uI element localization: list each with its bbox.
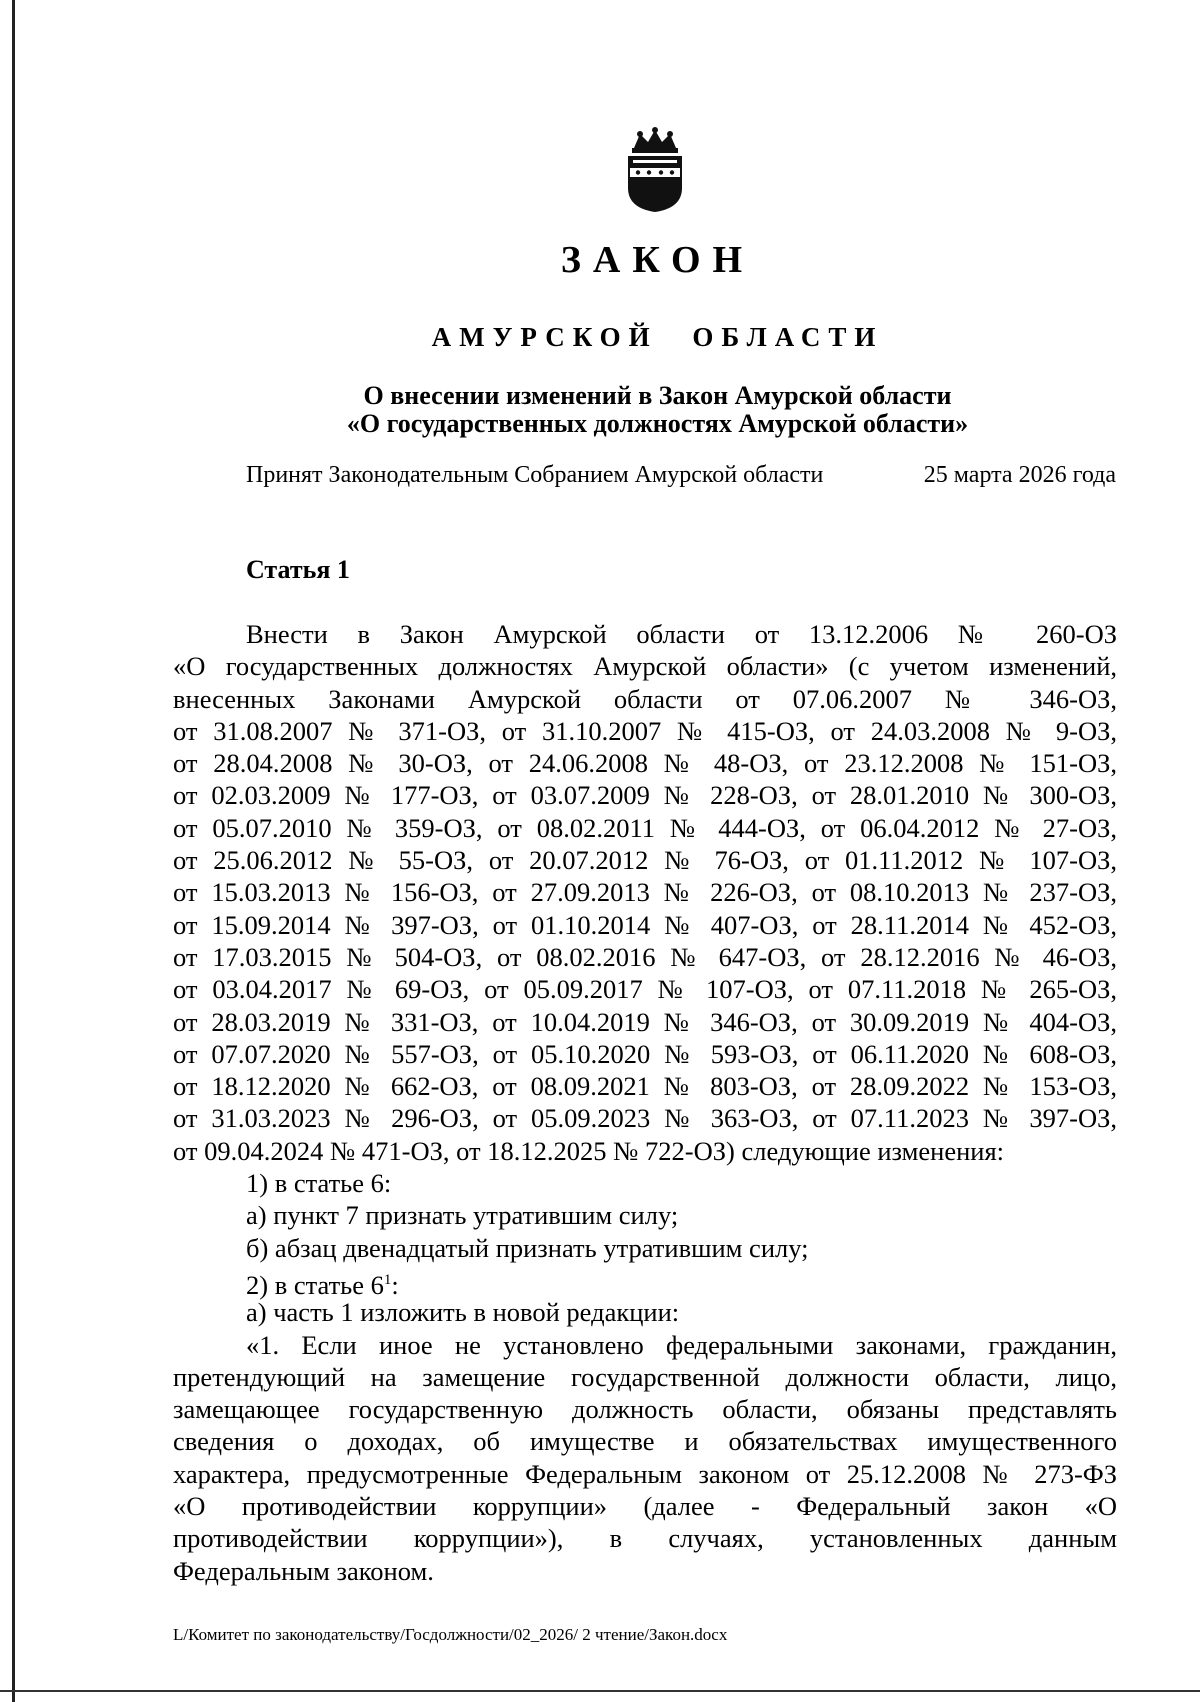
body-line: от 28.04.2008 № 30-ОЗ, от 24.06.2008 № 48-ОЗ, от 23.12.2008 № 151-ОЗ,: [173, 748, 1117, 779]
region-name: АМУРСКОЙ ОБЛАСТИ: [431, 322, 884, 352]
quote-line: противодействии коррупции»), в случаях, установленных данным: [173, 1523, 1117, 1554]
item-text: 2) в статье 6: [246, 1269, 384, 1300]
quote-line: замещающее государственную должность области, обязаны представлять: [173, 1394, 1117, 1425]
body-line: от 05.07.2010 № 359-ОЗ, от 08.02.2011 № 444-ОЗ, от 06.04.2012 № 27-ОЗ,: [173, 812, 1117, 843]
body-line: от 31.03.2023 № 296-ОЗ, от 05.09.2023 № 363-ОЗ, от 07.11.2023 № 397-ОЗ,: [173, 1103, 1117, 1134]
subtitle-line: «О государственных должностях Амурской области»: [346, 409, 969, 438]
document-title: ЗАКОН: [560, 239, 755, 281]
adoption-line: [246, 462, 1116, 489]
body-line: от 15.03.2013 № 156-ОЗ, от 27.09.2013 № 226-ОЗ, от 08.10.2013 № 237-ОЗ,: [173, 877, 1117, 908]
quote-line: характера, предусмотренные Федеральным законом от 25.12.2008 № 273-ФЗ: [173, 1458, 1117, 1489]
body-line: от 07.07.2020 № 557-ОЗ, от 05.10.2020 № 593-ОЗ, от 06.11.2020 № 608-ОЗ,: [173, 1038, 1117, 1069]
file-path-footer: L/Комитет по законодательству/Госдолжности/02_2026/ 2 чтение/Закон.docx: [173, 1625, 728, 1644]
body-line: от 03.04.2017 № 69-ОЗ, от 05.09.2017 № 107-ОЗ, от 07.11.2018 № 265-ОЗ,: [173, 974, 1117, 1005]
quote-line: сведения о доходах, об имуществе и обязательствах имущественного: [173, 1426, 1117, 1457]
article-body: [173, 618, 1117, 1587]
item-colon: :: [391, 1269, 399, 1300]
article-heading: Статья 1: [246, 555, 350, 584]
body-line: от 28.03.2019 № 331-ОЗ, от 10.04.2019 № 346-ОЗ, от 30.09.2019 № 404-ОЗ,: [173, 1006, 1117, 1037]
body-line: от 09.04.2024 № 471-ОЗ, от 18.12.2025 № 722-ОЗ) следующие изменения:: [173, 1135, 1005, 1166]
law-subtitle: [0, 382, 1200, 438]
scan-edge-bottom: [0, 1690, 1200, 1692]
amendment-item: 1) в статье 6:: [246, 1168, 392, 1199]
body-line: Внести в Закон Амурской области от 13.12.2006 № 260-ОЗ: [246, 619, 1117, 649]
adopting-body: Принят Законодательным Собранием Амурской области: [246, 462, 824, 488]
quote-line: претендующий на замещение государственной должности области, лицо,: [173, 1361, 1117, 1392]
quote-line: «1. Если иное не установлено федеральными законами, гражданин,: [246, 1329, 1117, 1360]
body-line: от 18.12.2020 № 662-ОЗ, от 08.09.2021 № 803-ОЗ, от 28.09.2022 № 153-ОЗ,: [173, 1071, 1117, 1102]
amur-oblast-coat-of-arms-icon: [624, 126, 686, 212]
body-line: от 17.03.2015 № 504-ОЗ, от 08.02.2016 № 647-ОЗ, от 28.12.2016 № 46-ОЗ,: [173, 941, 1117, 972]
superscript: 1: [383, 1271, 392, 1288]
body-line: «О государственных должностях Амурской области» (с учетом изменений,: [173, 651, 1117, 682]
amendment-subitem: а) пункт 7 признать утратившим силу;: [246, 1200, 679, 1231]
body-line: от 31.08.2007 № 371-ОЗ, от 31.10.2007 № 415-ОЗ, от 24.03.2008 № 9-ОЗ,: [173, 715, 1117, 746]
quote-line: «О противодействии коррупции» (далее - Федеральный закон «О: [173, 1491, 1117, 1522]
body-line: от 15.09.2014 № 397-ОЗ, от 01.10.2014 № 407-ОЗ, от 28.11.2014 № 452-ОЗ,: [173, 909, 1117, 940]
amendment-item: [173, 1264, 1117, 1300]
body-line: от 02.03.2009 № 177-ОЗ, от 03.07.2009 № 228-ОЗ, от 28.01.2010 № 300-ОЗ,: [173, 780, 1117, 811]
amendment-subitem: а) часть 1 изложить в новой редакции:: [246, 1297, 680, 1328]
subtitle-line: О внесении изменений в Закон Амурской области: [363, 381, 952, 410]
amendment-subitem: б) абзац двенадцатый признать утратившим силу;: [246, 1232, 809, 1263]
quote-line: Федеральным законом.: [173, 1555, 434, 1586]
body-line: внесенных Законами Амурской области от 07.06.2007 № 346-ОЗ,: [173, 683, 1117, 714]
body-line: от 25.06.2012 № 55-ОЗ, от 20.07.2012 № 76-ОЗ, от 01.11.2012 № 107-ОЗ,: [173, 845, 1117, 876]
adoption-date: 25 марта 2026 года: [923, 462, 1116, 488]
